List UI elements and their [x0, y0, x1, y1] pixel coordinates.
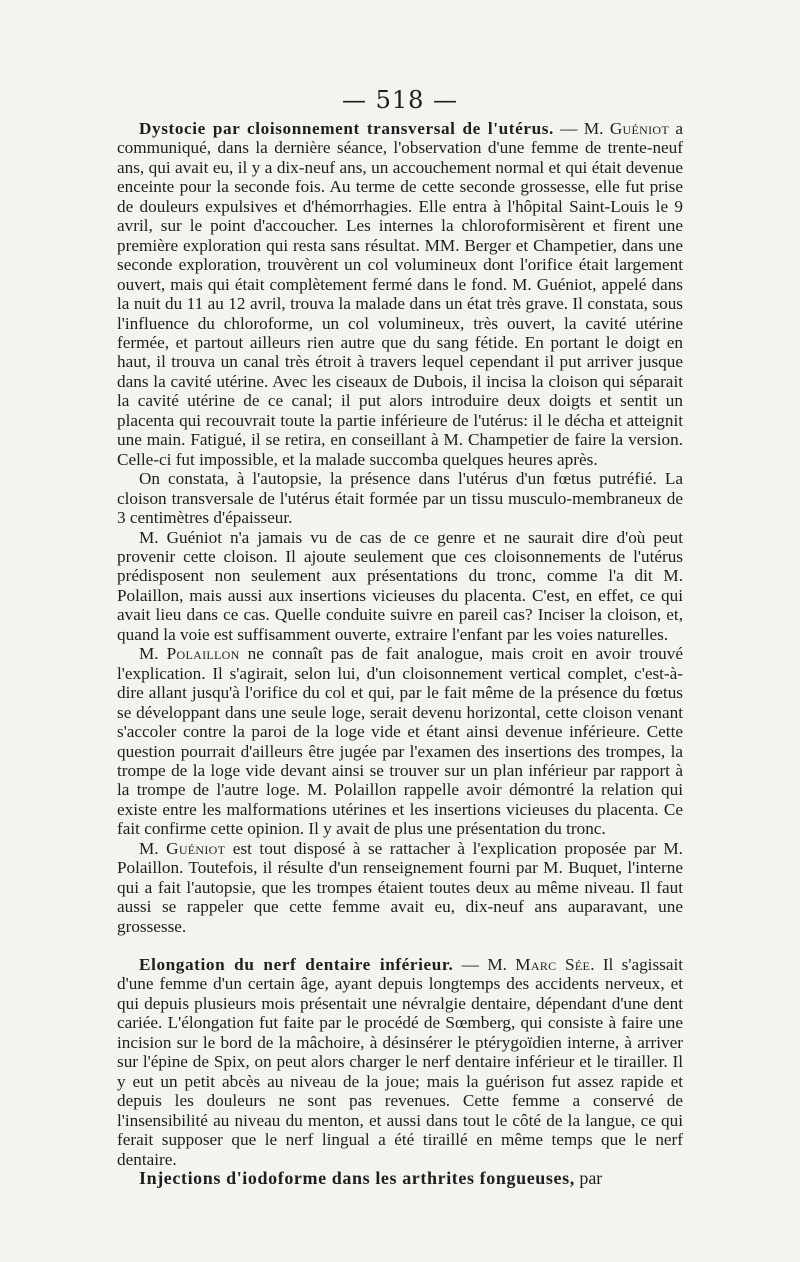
article-dystocie-para-5: [117, 839, 683, 936]
article-dystocie-para-2: On constata, à l'autopsie, la présence dans l'utérus d'un fœtus putréfié. La cloison transversale de l'utérus était formée par un tissu musculo-membraneux de 3 centimètres d'épaisseur.: [117, 469, 683, 528]
article-title-elongation: Elongation du nerf dentaire inférieur.: [139, 955, 454, 975]
text-run: est tout disposé à se rattacher à l'explication proposée par M. Polaillon. Toutefois, il résulte d'un renseignement fourni par M. Buquet, l'interne qui a fait l'autopsie, que les trompes étaient toutes deux au même niveau. Il faut aussi se rappeler que cette femme avait eu, dix-neuf ans auparavant, une grossesse.: [117, 838, 683, 936]
title-dash: —: [553, 119, 584, 138]
article-title-dystocie: Dystocie par cloisonnement transversal de l'utérus.: [139, 119, 554, 138]
text-run: ne connaît pas de fait analogue, mais croit en avoir trouvé l'explication. Il s'agirait, selon lui, d'un cloisonnement vertical complet, c'est-à-dire allant jusqu'à l'orifice du col et qui, par le fait même de la présence du fœtus se développant dans une seule loge, serait devenu horizontal, cette cloison venant s'accoler contre la paroi de la loge vide et étant ainsi devenue inférieure. Cette question pourrait d'ailleurs être jugée par l'examen des insertions des trompes, la trompe de la loge vide devant ainsi se trouver sur un plan inférieur par rapport à la trompe de l'autre loge. M. Polaillon rappelle avoir démontré la relation qui existe entre les malformations utérines et les insertions vicieuses du placenta. Ce fait confirme cette opinion. Il y avait de plus une présentation du tronc.: [117, 644, 683, 839]
small-caps-name: Guéniot: [166, 838, 226, 858]
article-dystocie-para-4: [117, 644, 683, 839]
article-title-injections: Injections d'iodoforme dans les arthrites fongueuses,: [139, 1168, 575, 1189]
article-elongation-para: [117, 955, 683, 1169]
page-number: — 518 —: [341, 86, 459, 114]
text-column: [117, 119, 683, 1188]
elongation-dash: — M.: [453, 955, 516, 975]
article-dystocie-para-1: [117, 119, 683, 469]
injections-tail: par: [574, 1168, 603, 1189]
article-injections-line: [117, 1169, 683, 1188]
elongation-body: . Il s'agissait d'une femme d'un certain âge, ayant depuis longtemps des accidents nerveux, et qui depuis plusieurs mois présentait une névralgie dentaire, dépendant d'une dent cariée. L'élongation fut faite par le procédé de Sœmberg, qui consiste à faire une incision sur le bord de la mâchoire, à désinsérer le ptérygoïdien interne, à arriver sur l'épine de Spix, on peut alors charger le nerf dentaire inférieur et le tirailler. Il y eut un petit abcès au niveau de la joue; mais la guérison fut assez rapide et depuis les douleurs ne sont pas revenues. Cette femme a conservé de l'insensibilité au niveau du menton, et aussi dans tout le côté de la langue, ce qui ferait supposer que le nerf lingual a été tiraillé en même temps que le nerf dentaire.: [117, 955, 684, 1169]
text-run: a communiqué, dans la dernière séance, l'observation d'une femme de trente-neuf ans, qui avait eu, il y a dix-neuf ans, un accouchement normal et qui était devenue enceinte pour la seconde fois. Au terme de cette seconde grossesse, elle fut prise de douleurs expulsives et d'hémorrhagies. Elle entra à l'hôpital Saint-Louis le 9 avril, sur le point d'accoucher. Les internes la chloroformisèrent et firent une première exploration qui resta sans résultat. MM. Berger et Champetier, dans une seconde exploration, trouvèrent un col volumineux dont l'orifice était largement ouvert, mais qui était complètement fermé dans le fond. M. Guéniot, appelé dans la nuit du 11 au 12 avril, trouva la malade dans un état très grave. Il constata, sous l'influence du chloroforme, un col volumineux, très ouvert, la cavité utérine fermée, et partout ailleurs rien autre que du sang fétide. En portant le doigt en haut, il trouva un canal très étroit à travers lequel cependant il put arriver jusque dans la cavité utérine. Avec les ciseaux de Dubois, il incisa la cloison qui séparait la cavité utérine de ce canal; il put alors introduire deux doigts et sentit un placenta qui recouvrait toute la partie inférieure de l'utérus: il le décha et atteignit une main. Fatigué, il se retira, en conseillant à M. Champetier de faire la version. Celle-ci fut impossible, et la malade succomba quelques heures après.: [117, 119, 683, 469]
para-1-body: [117, 119, 683, 469]
text-run: M.: [139, 644, 167, 664]
article-dystocie-para-3: M. Guéniot n'a jamais vu de cas de ce genre et ne saurait dire d'où peut provenir cette cloison. Il ajoute seulement que ces cloisonnements de l'utérus prédisposent non seulement aux présentations du tronc, comme l'a dit M. Polaillon, mais aussi aux insertions vicieuses du placenta. C'est, en effet, ce qui avait lieu dans ce cas. Quelle conduite suivre en pareil cas? Inciser la cloison, et, quand la voie est suffisamment ouverte, extraire l'enfant par les voies naturelles.: [117, 527, 683, 644]
author-name: Marc Sée: [515, 955, 591, 975]
small-caps-name: Polaillon: [166, 644, 240, 664]
small-caps-name: Guéniot: [609, 119, 669, 138]
section-spacer: [117, 936, 683, 955]
text-run: M.: [139, 838, 167, 858]
text-run: M.: [583, 119, 610, 138]
